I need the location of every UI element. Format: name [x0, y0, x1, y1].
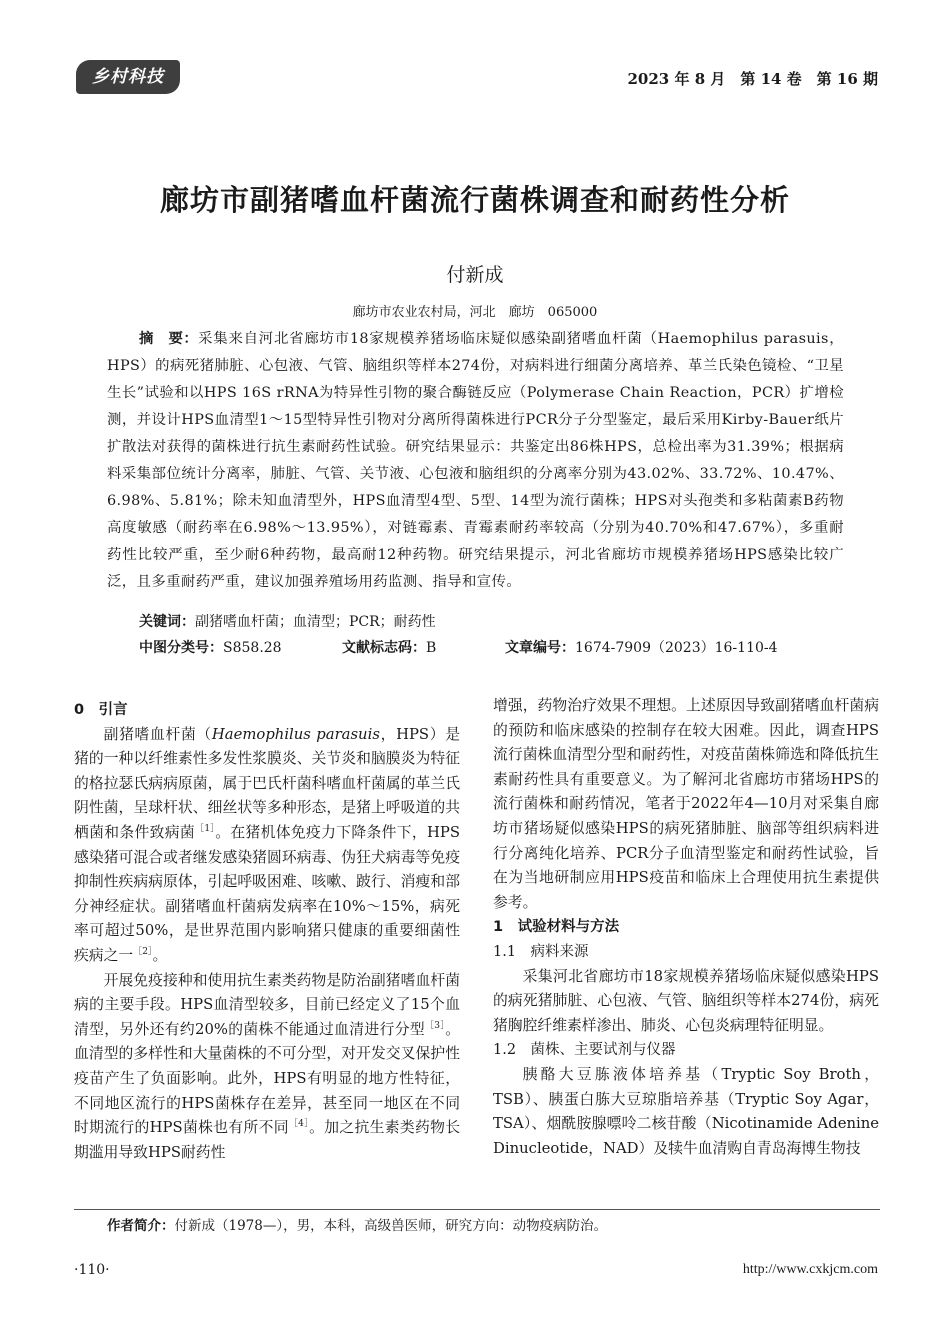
section-0-heading: 0 引言 [74, 702, 128, 718]
journal-url[interactable]: http://www.cxkjcm.com [742, 1262, 878, 1277]
article-number [505, 636, 778, 660]
bio-text: 付新成（1978—），男，本科，高级兽医师，研究方向：动物疫病防治。 [174, 1218, 608, 1234]
citation-1: ［1］ [195, 824, 216, 835]
page-number: ·110· [74, 1262, 110, 1278]
doc-code-label: 文献标志码： [342, 640, 426, 656]
section-1-2-heading: 1.2 菌株、主要试剂与仪器 [493, 1042, 676, 1059]
footnote-divider [74, 1209, 880, 1210]
journal-logo: 乡村科技 [76, 60, 180, 94]
right-column [493, 694, 879, 1161]
citation-2: ［2］ [133, 947, 153, 958]
article-no-value: 1674-7909（2023）16-110-4 [575, 640, 778, 656]
keywords-label: 关键词： [139, 614, 195, 630]
paragraph-intro-3: 增强，药物治疗效果不理想。上述原因导致副猪嗜血杆菌病的预防和临床感染的控制存在较大困难。因此，调查HPS流行菌株血清型分型和耐药性，对疫苗菌株筛选和降低抗生素耐药性具有重要意义。为了解河北省廊坊市猪场HPS的流行菌株和耐药情况，笔者于2022年4—10月对采集自廊坊市猪场疑似感染HPS的病死猪肺脏、脑部等组织病料进行分离纯化培养、PCR分子血清型鉴定和耐药性试验，旨在为当地研制应用HPS疫苗和临床上合理使用抗生素提供参考。 [493, 697, 879, 911]
paragraph-intro-2: 开展免疫接种和使用抗生素类药物是防治副猪嗜血杆菌病的主要手段。HPS血清型较多，目前已经定义了15个血清型，另外还有约20%的菌株不能通过血清进行分型$^{[3]}$。血清型的多样性和大量菌株的不可分型，对开发交叉保护性疫苗产生了负面影响。此外，HPS有明显的地方性特征，不同地区流行的HPS菌株存在差异，甚至同一地区在不同时期流行的HPS菌株也有所不同$^{[4]}$。加之抗生素类药物长期滥用导致HPS耐药性 [74, 971, 461, 1161]
clc-number [139, 636, 282, 660]
keywords-text: 副猪嗜血杆菌；血清型；PCR；耐药性 [195, 614, 436, 630]
doc-code-value: B [426, 640, 437, 656]
article-no-label: 文章编号： [505, 640, 575, 656]
abstract-text: 采集来自河北省廊坊市18家规模养猪场临床疑似感染副猪嗜血杆菌（Haemophilus parasuis，HPS）的病死猪肺脏、心包液、气管、脑组织等样本274份，对病料进行细菌分离培养、革兰氏染色镜检、“卫星生长”试验和以HPS 16S rRNA为特异性引物的聚合酶链反应（Polymerase Chain Reaction，PCR）扩增检测，并设计HPS血清型1～15型特异性引物对分离所得菌株进行PCR分子分型鉴定，最后采用Kirby-Bauer纸片扩散法对获得的菌株进行抗生素耐药性试验。研究结果显示：共鉴定出86株HPS，总检出率为31.39%；根据病料采集部位统计分离率，肺脏、气管、关节液、心包液和脑组织的分离率分别为43.02%、33.72%、10.47%、6.98%、5.81%；除未知血清型外，HPS血清型4型、5型、14型为流行菌株；HPS对头孢类和多粘菌素B药物高度敏感（耐药率在6.98%～13.95%），对链霉素、青霉素耐药率较高（分别为40.70%和47.67%），多重耐药性比较严重，至少耐6种药物，最高耐12种药物。研究结果提示，河北省廊坊市规模养猪场HPS感染比较广泛，且多重耐药严重，建议加强养殖场用药监测、指导和宣传。 [107, 331, 844, 590]
article-author: 付新成 [446, 264, 504, 286]
paragraph-intro-1: 副猪嗜血杆菌（Haemophilus parasuis，HPS）是猪的一种以纤维素性多发性浆膜炎、关节炎和脑膜炎为特征的格拉瑟氏病病原菌，属于巴氏杆菌科嗜血杆菌属的革兰氏阴性菌，呈球杆状、细丝状等多种形态，是猪上呼吸道的共栖菌和条件致病菌$^{[1]}$。在猪机体免疫力下降条件下，HPS感染猪可混合或者继发感染猪圆环病毒、伪狂犬病毒等免疫抑制性疾病病原体，引起呼吸困难、咳嗽、跛行、消瘦和部分神经症状。副猪嗜血杆菌病发病率在10%～15%，病死率可超过50%，是世界范围内影响猪只健康的重要细菌性疾病之一$^{[2]}$。 [74, 725, 460, 964]
citation-4: ［4］ [288, 1119, 310, 1130]
bio-label: 作者简介： [107, 1218, 175, 1234]
left-column [74, 698, 460, 1165]
section-1-1-heading: 1.1 病料来源 [493, 943, 589, 960]
paragraph-samples: 采集河北省廊坊市18家规模养猪场临床疑似感染HPS的病死猪肺脏、心包液、气管、脑组织等样本274份，病死猪胸腔纤维素样渗出、肺炎、心包炎病理特征明显。 [493, 967, 879, 1034]
section-1-heading: 1 试验材料与方法 [493, 919, 620, 936]
keywords [139, 610, 436, 634]
clc-value: S858.28 [223, 640, 282, 656]
abstract [107, 326, 844, 596]
clc-label: 中图分类号： [139, 640, 223, 656]
citation-3: ［3］ [424, 1020, 446, 1031]
document-code [342, 636, 436, 660]
author-bio [107, 1214, 607, 1234]
article-title: 廊坊市副猪嗜血杆菌流行菌株调查和耐药性分析 [159, 183, 790, 217]
paragraph-reagents: 胰酪大豆胨液体培养基（Tryptic Soy Broth，TSB）、胰蛋白胨大豆琼脂培养基（Tryptic Soy Agar，TSA）、烟酰胺腺嘌呤二核苷酸（Nicotinamide Adenine Dinucleotide，NAD）及犊牛血清购自青岛海博生物技 [493, 1065, 879, 1157]
issue-info: 2023 年 8 月 第 14 卷 第 16 期 [627, 70, 878, 88]
author-affiliation: 廊坊市农业农村局，河北 廊坊 065000 [352, 305, 598, 320]
abstract-label: 摘 要： [139, 331, 199, 347]
